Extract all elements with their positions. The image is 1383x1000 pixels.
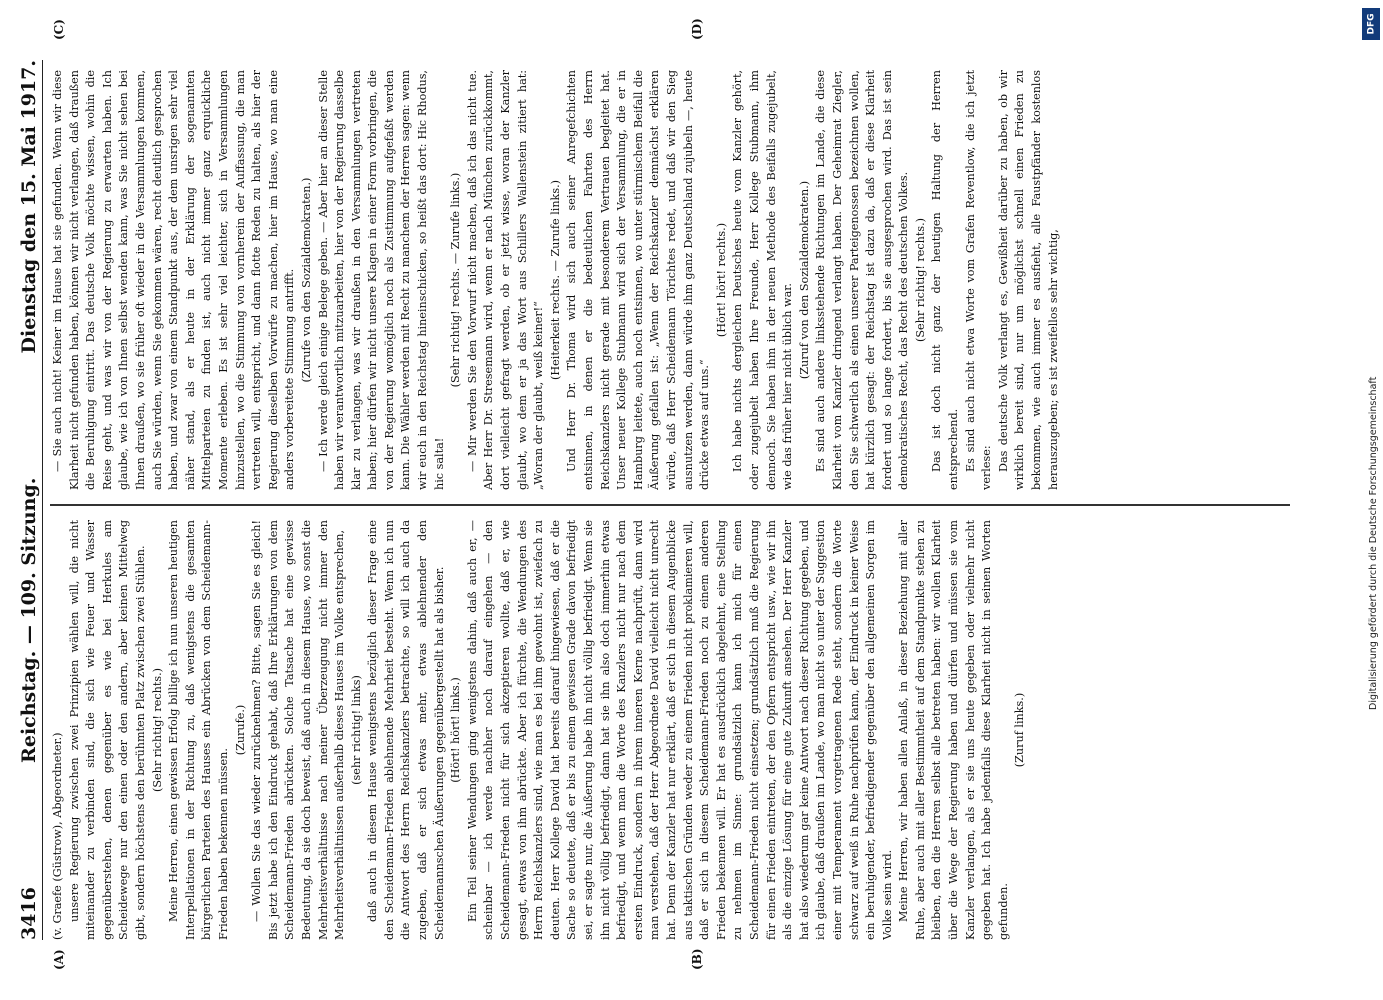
interjection: (Zuruf von den Sozialdemokraten.) bbox=[797, 180, 811, 380]
paragraph: — Sie auch nicht! Keiner im Hause hat sie gefunden. Wenn wir diese Klarheit nicht gefunden haben, können wir nicht verlangen, daß draußen die Beruhigung eintritt. Das deutsche Volk möchte wissen, wohin die Reise geht, und was wir von der Regierung zu erwarten haben. Ich glaube, wie ich von Ihnen selbst wenden kann, was Sie nicht sehen bei Ihnen draußen, wo sie früher oft wieder in die Versammlungen kommen, auch Sie würden, wenn Sie gekommen wären, recht deutlich gesprochen haben, und zwar von einem Standpunkt aus, der dem unsrigen sehr viel näher stand, als er heute in der Erklärung der sogenannten Mittelparteien zu finden ist, auch nicht immer ganz erquickliche Momente erleben. Es ist sehr viel leichter, sich in Versammlungen hinzustellen, wo die Stimmung von vornherein der Auffassung, die man vertreten will, entspricht, und dann flotte Reden zu halten, als hier der Regierung dieselben Vorwürfe zu machen, hier im Hause, wo man eine anders vorbereitete Stimmung antrifft. bbox=[51, 70, 297, 490]
paragraph: Es sind auch andere linksstehende Richtungen im Lande, die diese Klarheit vom Kanzler dringend verlangt haben. Der Geheimrat Ziegler, den Sie schwerlich als einen unserer Parteigenossen bezeichnen wollen, hat kürzlich gesagt: der Reichstag ist dazu da, daß er diese Klarheit fordert und so lange fordert, bis sie ausgesprochen wird. Das ist sein demokratisches Recht, das Recht des deutschen Volkes. bbox=[814, 70, 911, 490]
paragraph: — Wollen Sie das wieder zurücknehmen? Bitte, sagen Sie es gleich! Bis jetzt habe ich den Eindruck gehabt, daß Ihre Erklärungen von dem Scheidemann-Frieden abrückten. Solche Tatsache hat eine gewisse Bedeutung, da sie doch beweist, daß auch in diesem Hause, wo sonst die Mehrheitsverhältnisse nach meiner Überzeugung nicht immer den Mehrheitsverhältnissen außerhalb dieses Hauses im Volke entsprechen, bbox=[250, 520, 347, 940]
page-date: Dienstag den 15. Mai 1917. bbox=[18, 60, 40, 354]
columns bbox=[50, 60, 1290, 940]
page-title: Reichstag. — 109. Sitzung. bbox=[18, 477, 40, 763]
margin-marker-a: (A) bbox=[52, 949, 66, 970]
interjection: (Sehr richtig! rechts.) bbox=[150, 667, 164, 793]
digitization-credit bbox=[1360, 10, 1382, 990]
interjection: (Sehr richtig! rechts.) bbox=[913, 217, 927, 343]
paragraph: daß auch in diesem Hause wenigstens bezüglich dieser Frage eine den Scheidemann-Frieden ablehnende Mehrheit besteht. Wenn ich nun die Antwort des Herrn Reichskanzlers betrachte, so will ich auch da zugeben, daß er sich etwas mehr, etwas ablehnender den Scheidemannschen Äußerungen gegenübergestellt hat als bisher. bbox=[366, 520, 446, 940]
paragraph: Das deutsche Volk verlangt es, Gewißheit darüber zu haben, ob wir wirklich bereit sind, nur um möglichst schnell einen Frieden zu bekommen, wie auch immer es ausfieht, alle Faustpfänder kostenlos herauszugeben; es ist zweifellos sehr wichtig, bbox=[996, 70, 1060, 490]
paragraph: Es sind auch nicht etwa Worte vom Grafen Reventlow, die ich jetzt verlese: bbox=[963, 70, 994, 490]
dfg-logo: DFG bbox=[1362, 8, 1380, 40]
paragraph: unsere Regierung zwischen zwei Prinzipien wählen will, die nicht miteinander zu verbinden sind, die sich wie Feuer und Wasser gegenüberstehen, denen gegenüber es wie bei Herkules am Scheidewege nur den einen oder den andern, aber keinen Mittelweg gibt, sondern höchstens den berühmten Platz zwischen zwei Stühlen. bbox=[67, 520, 147, 940]
paragraph: Und Herr Dr. Thoma wird sich auch seiner Anregefchichten entsinnen, in denen er die bedeutlichen Fahrten des Herrn Reichskanzlers nicht gerade mit besonderem Vertrauen begleitet hat. Unser neuer Kollege Stubmann wird sich der Versammlung, die er in Hamburg leitete, auch noch entsinnen, wo unter stürmischem Beifall die Äußerung gefallen ist: „Wenn der Reichskanzler demnächst erklären würde, daß Herr Scheidemann Törichtes redet, und daß wir den Sieg ausnutzen werden, dann würde ihm ganz Deutschland zujubeln —, heute drücke etwas auf uns.“ bbox=[565, 70, 712, 490]
paragraph: — Ich werde gleich einige Belege geben. — Aber hier an dieser Stelle haben wir verantwortlich mitzuarbeiten, hier von der Regierung dasselbe klar zu verlangen, was wir draußen in den Versammlungen vertreten haben; hier dürfen wir nicht unsere Klagen in einer Form vorbringen, die von der Regierung womöglich noch als Zustimmung aufgefaßt werden kann. Die Wähler werden mit Recht zu manchem der Herren sagen: wenn wir euch in den Reichstag hineinschicken, so heißt das dort: Hic Rhodus, hic salta! bbox=[316, 70, 446, 490]
interjection: (Hört! hört! rechts.) bbox=[714, 222, 728, 338]
margin-marker-d: (D) bbox=[690, 18, 704, 40]
interjection: (Sehr richtig! rechts. — Zurufe links.) bbox=[449, 172, 463, 388]
speaker-label: (v. Graefe (Güstrow), Abgeordneter.) bbox=[51, 732, 64, 940]
paragraph: Ein Teil seiner Wendungen ging wenigstens dahin, daß auch er, — scheinbar — ich werde nachher noch darauf eingehen — den Scheidemann-Frieden nicht für sich akzeptieren wollte, daß er, wie gesagt, etwas von ihm abrückte. Aber ich fürchte, die Wendungen des Herrn Reichskanzlers sind, wie man es bei ihm gewohnt ist, zwiefach zu deuten. Herr Kollege David hat bereits darauf hingewiesen, daß er die Sache so deutete, daß er bis zu einem gewissen Grade davon befriedigt sei, er sagte nur, die Äußerung habe ihn nicht völlig befriedigt. Wenn sie ihn nicht völlig befriedigt, dann hat sie ihn also doch immerhin etwas befriedigt, und wenn man die Worte des Kanzlers nicht nur nach dem ersten Eindruck, sondern in ihrem inneren Kerne nachprüft, dann wird man verstehen, daß der Herr Abgeordnete David vielleicht nicht unrecht hat. Denn der Kanzler hat nur erklärt, daß er sich in diesem Augenblicke aus taktischen Gründen weder zu einem Frieden nicht proklamieren will, daß er sich in diesem Scheidemann-Frieden noch zu einem anderen Frieden bekennen will. Er hat es ausdrücklich abgelehnt, eine Stellung zu nehmen im Sinne: grundsätzlich kann ich mich für einen Scheidemann-Frieden nicht einsetzen; grundsätzlich muß die Regierung für einen Frieden eintreten, der den Opfern entspricht usw., wie wir ihn als die einzige Lösung für eine gute Zukunft ansehen. Der Herr Kanzler hat also wiederum gar keine Antwort nach dieser Richtung gegeben, und ich glaube, daß draußen im Lande, wo man nicht so unter der Suggestion einer mit Temperament vorgetragenen Rede steht, sondern die Worte schwarz auf weiß in Ruhe nachprüfen kann, der Eindruck in keiner Weise ein beruhigender, befriedigender gegenüber den allgemeinen Sorgen im Volke sein wird. bbox=[465, 520, 894, 940]
column-divider bbox=[50, 505, 1290, 507]
left-column bbox=[50, 520, 1290, 940]
interjection: (Zurufe.) bbox=[233, 704, 247, 756]
interjection: (Hört! hört! links.) bbox=[449, 677, 463, 783]
margin-marker-c: (C) bbox=[52, 19, 66, 40]
interjection: (Zurufe von den Sozialdemokraten.) bbox=[299, 177, 313, 383]
paragraph: Ich habe nichts dergleichen Deutsches heute vom Kanzler gehört, oder zugejubelt haben Ihre Freunde, Herr Kollege Stubmann, ihm dennoch. Sie haben ihm in der neuen Methode des Beifalls zugejubelt, wie das früher hier nicht üblich war. bbox=[731, 70, 795, 490]
paragraph: Meine Herren, wir haben allen Anlaß, in dieser Beziehung mit aller Ruhe, aber auch mit aller Bestimmtheit auf dem Standpunkte stehen zu bleiben, den die Herren selbst alle betreten haben: wir wollen Klarheit über die Wege der Regierung haben und dürfen und müssen sie vom Kanzler verlangen, als er sie uns heute gegeben oder vielmehr nicht gegeben hat. Ich habe jedenfalls diese Klarheit nicht in seinen Worten gefunden. bbox=[897, 520, 1010, 940]
interjection: (Zuruf links.) bbox=[1013, 692, 1027, 768]
right-column bbox=[50, 70, 1290, 490]
paragraph: — Mir werden Sie den Vorwurf nicht machen, daß ich das nicht tue. Aber Herr Dr. Stresemann wird, wenn er nach München zurückkommt, dort vielleicht gefragt werden, ob er jetzt wisse, woran der Kanzler glaubt, wo dem er ja das Wort aus Schillers Wallenstein zitiert hat: „Woran der glaubt, weiß keiner!“ bbox=[465, 70, 546, 490]
page-number: 3416 bbox=[18, 887, 40, 940]
interjection: (Heiterkeit rechts. — Zurufe links.) bbox=[548, 180, 562, 380]
interjection: (sehr richtig! links) bbox=[349, 675, 363, 785]
page-header bbox=[8, 60, 43, 940]
credit-text: Digitalisierung gefördert durch die Deutsche Forschungsgemeinschaft bbox=[1368, 376, 1379, 710]
paragraph: Das ist doch nicht ganz der heutigen Haltung der Herren entsprechend. bbox=[930, 70, 961, 490]
margin-marker-b: (B) bbox=[690, 948, 704, 970]
paragraph: Meine Herren, einen gewissen Erfolg billige ich nun unseren heutigen Interpellationen in der Richtung zu, daß wenigstens die gesamten bürgerlichen Parteien des Hauses ein Abrücken von dem Scheidemann-Frieden haben bekennen müssen. bbox=[167, 520, 230, 940]
